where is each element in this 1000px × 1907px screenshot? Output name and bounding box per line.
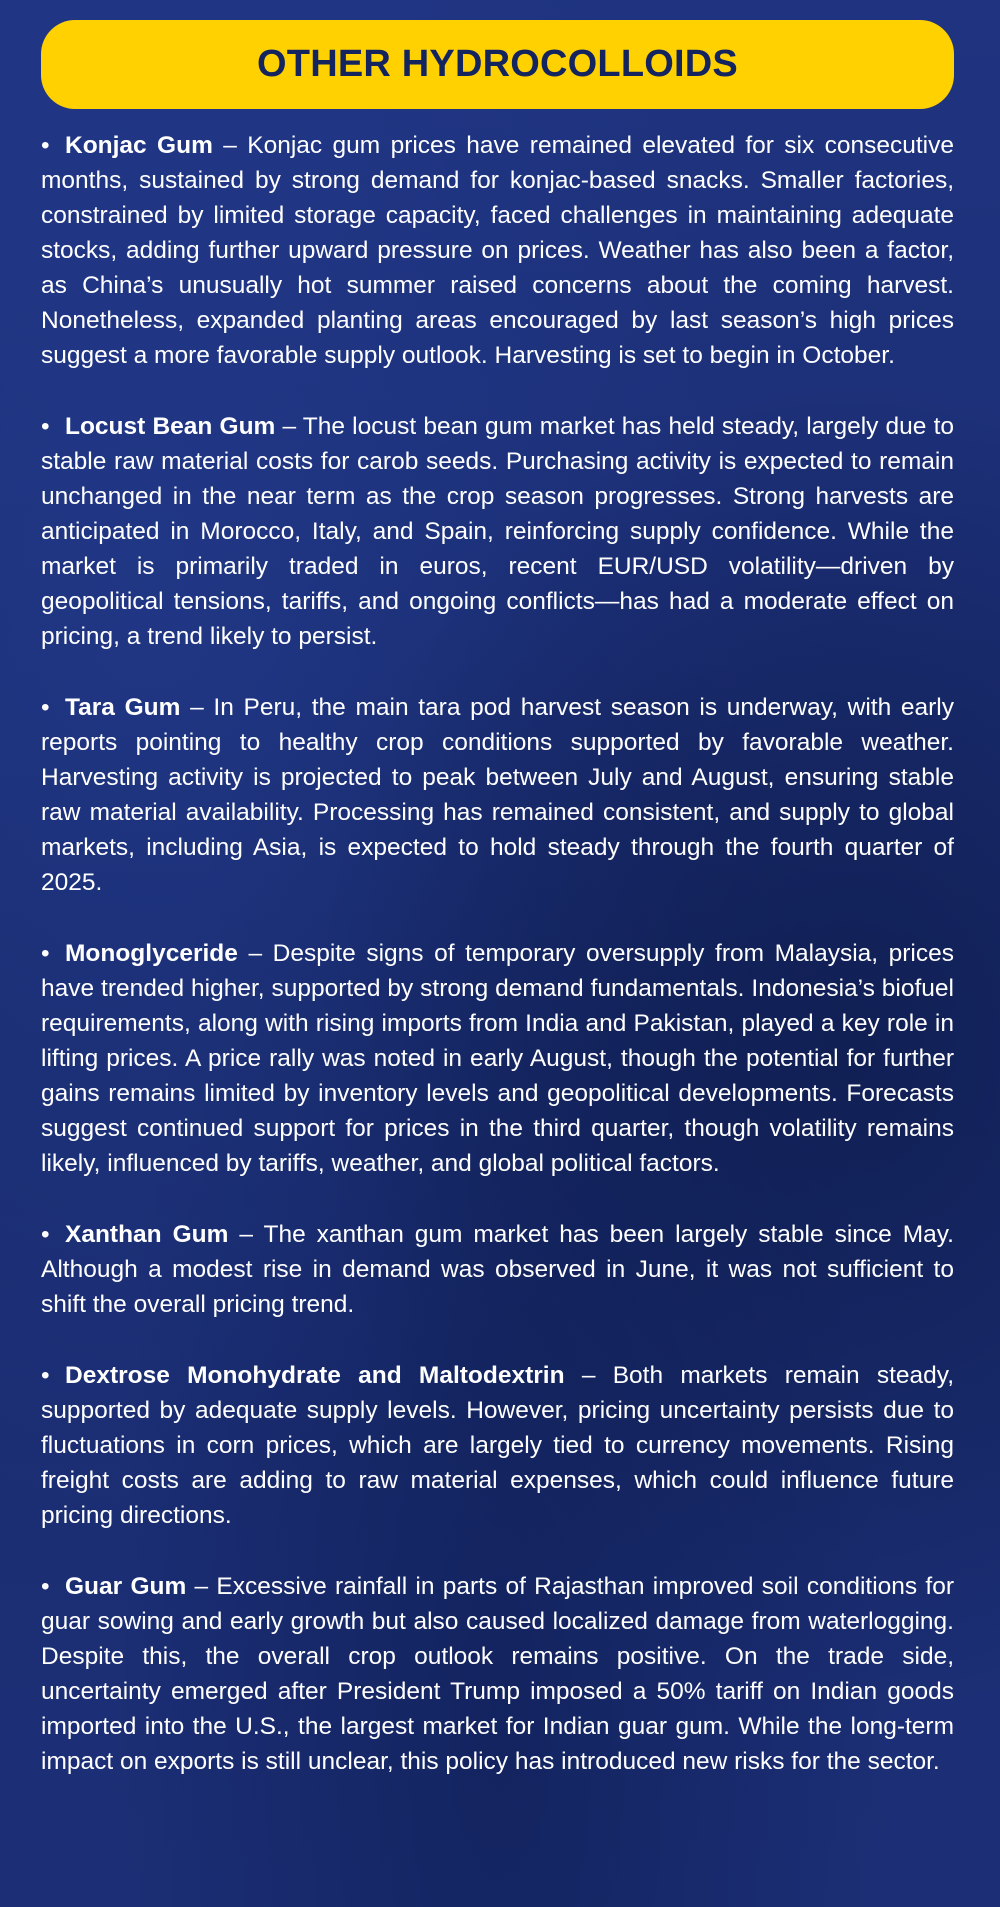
item-name: Dextrose Monohydrate and Maltodextrin xyxy=(65,1362,565,1389)
item-text: – In Peru, the main tara pod harvest season is underway, with early reports pointing to healthy crop conditions supported by favorable weather. Harvesting activity is projected to peak between July and August, ensuring stable raw material availability. Processing has remained consistent, and supply to global markets, including Asia, is expected to hold steady through the fourth quarter of 2025. xyxy=(41,694,955,896)
list-item-locust-bean-gum xyxy=(41,409,954,654)
item-name: Locust Bean Gum xyxy=(65,413,276,440)
bullet-icon: • xyxy=(41,1362,50,1389)
item-name: Konjac Gum xyxy=(65,132,213,159)
bullet-icon: • xyxy=(41,940,50,967)
item-text: – Konjac gum prices have remained elevated for six consecutive months, sustained by strong demand for konjac-based snacks. Smaller factories, constrained by limited storage capacity, faced challenges in maintaining adequate stocks, adding further upward pressure on prices. Weather has also been a factor, as China’s unusually hot summer raised concerns about the coming harvest. Nonetheless, expanded planting areas encouraged by last season’s high prices suggest a more favorable supply outlook. Harvesting is set to begin in October. xyxy=(41,132,954,369)
item-text: – The xanthan gum market has been largely stable since May. Although a modest rise in demand was observed in June, it was not sufficient to shift the overall pricing trend. xyxy=(41,1221,954,1318)
item-name: Monoglyceride xyxy=(65,940,238,967)
list-item-xanthan-gum xyxy=(41,1217,954,1322)
item-name: Guar Gum xyxy=(65,1573,187,1600)
list-item-dextrose-maltodextrin xyxy=(41,1358,954,1533)
item-name: Xanthan Gum xyxy=(65,1221,229,1248)
item-text: – Excessive rainfall in parts of Rajasthan improved soil conditions for guar sowing and early growth but also caused localized damage from waterlogging. Despite this, the overall crop outlook remains positive. On the trade side, uncertainty emerged after President Trump imposed a 50% tariff on Indian goods imported into the U.S., the largest market for Indian guar gum. While the long-term impact on exports is still unclear, this policy has introduced new risks for the sector. xyxy=(41,1573,954,1775)
list-item-tara-gum xyxy=(41,690,954,900)
page-title: OTHER HYDROCOLLOIDS xyxy=(257,43,738,85)
bullet-icon: • xyxy=(41,132,50,159)
item-name: Tara Gum xyxy=(65,694,181,721)
bullet-icon: • xyxy=(41,1221,50,1248)
list-item-monoglyceride xyxy=(41,936,954,1181)
hydrocolloid-list xyxy=(41,128,954,1815)
list-item-konjac-gum xyxy=(41,128,954,373)
list-item-guar-gum xyxy=(41,1569,954,1779)
bullet-icon: • xyxy=(41,694,50,721)
item-text: – Despite signs of temporary oversupply from Malaysia, prices have trended higher, supported by strong demand fundamentals. Indonesia’s biofuel requirements, along with rising imports from India and Pakistan, played a key role in lifting prices. A price rally was noted in early August, though the potential for further gains remains limited by inventory levels and geopolitical developments. Forecasts suggest continued support for prices in the third quarter, though volatility remains likely, influenced by tariffs, weather, and global political factors. xyxy=(41,940,954,1177)
bullet-icon: • xyxy=(41,413,50,440)
section-header xyxy=(41,20,954,109)
bullet-icon: • xyxy=(41,1573,50,1600)
item-text: – Both markets remain steady, supported by adequate supply levels. However, pricing uncertainty persists due to fluctuations in corn prices, which are largely tied to currency movements. Rising freight costs are adding to raw material expenses, which could influence future pricing directions. xyxy=(41,1362,954,1529)
item-text: – The locust bean gum market has held steady, largely due to stable raw material costs for carob seeds. Purchasing activity is expected to remain unchanged in the near term as the crop season progresses. Strong harvests are anticipated in Morocco, Italy, and Spain, reinforcing supply confidence. While the market is primarily traded in euros, recent EUR/USD volatility—driven by geopolitical tensions, tariffs, and ongoing conflicts—has had a moderate effect on pricing, a trend likely to persist. xyxy=(41,413,954,650)
